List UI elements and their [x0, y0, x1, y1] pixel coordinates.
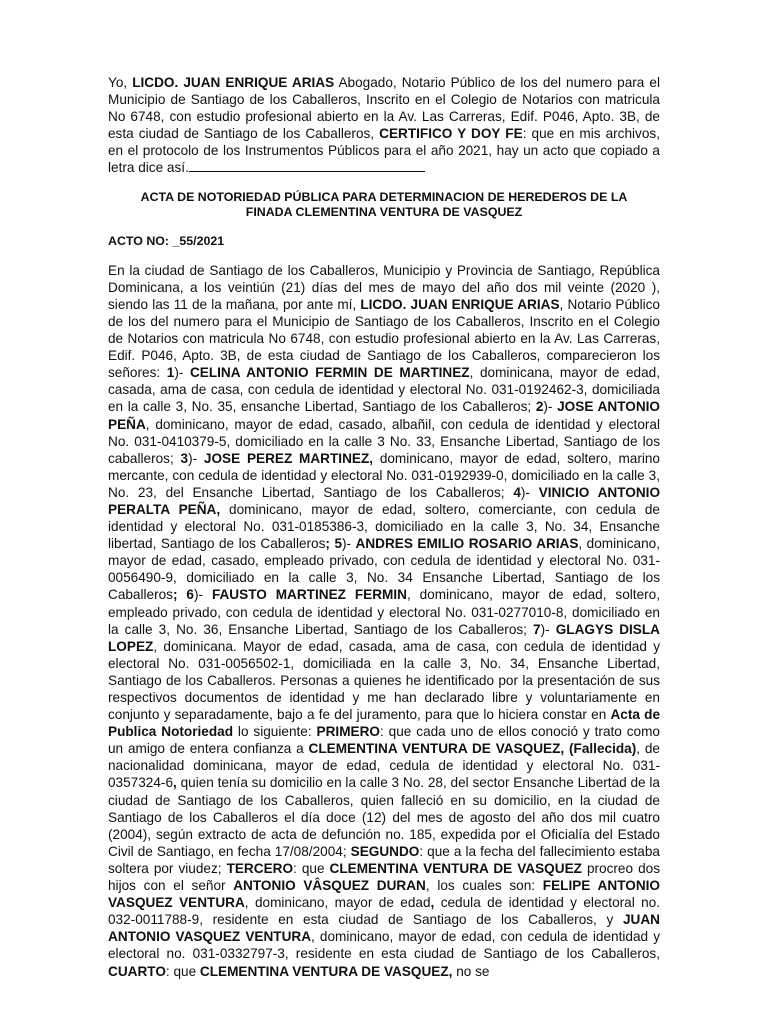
bold-text-run: TERCERO	[226, 860, 294, 876]
bold-text-run: FAUSTO MARTINEZ FERMIN	[211, 587, 407, 603]
text-run: , los cuales son:	[425, 878, 543, 894]
text-run: , dominicano, mayor de edad, casado, empleado privado, con cedula de identidad y electoral No. 031-0056490-9, domiciliado en la calle 3, No. 34 Ensanche Libertad, Santiago de los Caballeros	[108, 536, 660, 603]
bold-text-run: 5	[334, 536, 342, 552]
bold-text-run: 2	[535, 399, 544, 415]
text-run: Abogado, Notario Público de los del numero para el Municipio de Santiago de los Caballeros, Inscrito en el Colegio de Notarios con matricula No 6748, con estudio profesional abierto en la Av. Las Carreras, Edif. P046, Apto. 3B, de esta ciudad de Santiago de los Caballeros,	[108, 75, 660, 142]
bold-text-run: 3	[180, 450, 189, 466]
text-run: , dominicano, mayor de edad	[244, 895, 431, 911]
text-run: : que a la fecha del fallecimiento estaba soltera por viudez;	[108, 843, 660, 876]
text-run: : que cada uno de ellos conoció y trato como un amigo de entera confianza a	[108, 724, 660, 757]
text-run: )-	[174, 365, 190, 381]
text-run: cedula de identidad y electoral no. 032-0011788-9, residente en esta ciudad de Santiago de los Caballeros, y	[108, 895, 661, 928]
bold-text-run: ANTONIO VÂSQUEZ DURAN	[233, 878, 426, 894]
text-run: : que	[165, 963, 200, 979]
text-run: , dominicana. Mayor de edad, casada, ama de casa, con cedula de identidad y electoral No. 031-0056502-1, domiciliada en la calle 3, No. 34, Ensanche Libertad, Santiago de los Caballeros. Personas a quienes he identificado por la presentación de sus respectivos documentos de identidad y me han declarado libre y voluntariamente en conjunto y separadamente, bajo a fe del juramento, para que lo hiciera constar en	[108, 638, 660, 723]
bold-text-run: CLEMENTINA VENTURA DE VASQUEZ, (Fallecida)	[308, 741, 637, 757]
bold-text-run: SEGUNDO	[350, 843, 420, 859]
bold-text-run: CELINA ANTONIO FERMIN DE MARTINEZ	[189, 365, 470, 381]
bold-text-run: CUARTO	[108, 963, 166, 979]
bold-text-run: 7	[533, 621, 541, 637]
text-run: , de nacionalidad dominicana, mayor de edad, cedula de identidad y electoral No. 031-0357324-6	[108, 741, 660, 791]
bold-text-run: PRIMERO	[316, 724, 380, 740]
text-run: )-	[342, 536, 356, 552]
text-run: : que	[293, 860, 330, 876]
bold-text-run: ;	[172, 587, 178, 603]
text-run: dominicano, mayor de edad, soltero, comerciante, con cedula de identidad y electoral No. 031-0185386-3, domiciliado en la calle 3, No. 34, Ensanche libertad, Santiago de los Caballeros	[108, 501, 660, 552]
bold-text-run: 1	[166, 365, 175, 381]
bold-text-run: Acta de Publica Notoriedad	[108, 707, 661, 740]
act-body-paragraph	[108, 262, 660, 980]
text-run: no se	[452, 963, 490, 979]
act-number: ACTO NO: _55/2021	[108, 233, 225, 248]
bold-text-run: ,	[430, 895, 435, 911]
bold-text-run: GLAGYS DISLA LOPEZ	[108, 621, 660, 654]
text-run: : que en mis archivos, en el protocolo de los Instrumentos Públicos para el año 2021, hay un acto que copiado a letra dice así.	[108, 126, 660, 176]
text-run: )-	[540, 621, 556, 637]
bold-text-run: CLEMENTINA VENTURA DE VASQUEZ,	[199, 963, 453, 979]
bold-text-run: JUAN ANTONIO VASQUEZ VENTURA	[108, 912, 660, 945]
document-title	[108, 190, 660, 220]
text-run: procreo dos hijos con el señor	[108, 860, 660, 894]
text-run: lo siguiente:	[233, 724, 317, 740]
text-run: )-	[188, 450, 204, 466]
text-run: En la ciudad de Santiago de los Caballeros, Municipio y Provincia de Santiago, República Dominicana, a los veintiún (21) días del mes de mayo del año dos mil veinte (2020 ), siendo las 11 de la mañana, por ante mí,	[108, 262, 660, 312]
fill-in-underline	[189, 159, 425, 172]
bold-text-run: LICDO. JUAN ENRIQUE ARIAS	[132, 75, 335, 90]
text-run: , dominicano, mayor de edad, soltero, empleado privado, con cedula de identidad y electoral No. 031-0277010-8, domiciliado en la calle 3, No. 36, Ensanche Libertad, Santiago de los Caballeros;	[108, 587, 660, 637]
text-run: )-	[520, 484, 539, 500]
text-run: quien tenía su domicilio en la calle 3 No. 28, del sector Ensanche Libertad de la ciudad de Santiago de los Caballeros, quien falleció en su domicilio, en la ciudad de Santiago de los Caballeros el día doce (12) del mes de agosto del año dos mil cuatro (2004), según extracto de acta de defunción no. 185, expedida por el Oficialía del Estado Civil de Santiago, en fecha 17/08/2004;	[108, 775, 660, 859]
bold-text-run: 6	[186, 587, 194, 603]
text-run: )-	[543, 399, 558, 415]
bold-text-run: JOSE ANTONIO PEÑA	[108, 399, 660, 432]
text-run: Yo,	[108, 75, 133, 90]
bold-text-run: LICDO. JUAN ENRIQUE ARIAS	[360, 296, 560, 312]
bold-text-run: FELIPE ANTONIO VASQUEZ VENTURA	[108, 878, 660, 911]
text-run: )-	[193, 587, 212, 603]
title-line-2: FINADA CLEMENTINA VENTURA DE VASQUEZ	[245, 204, 523, 219]
text-run: , dominicana, mayor de edad, casada, ama de casa, con cedula de identidad y electoral No. 031-0192462-3, domiciliada en la calle 3, No. 35, ensanche Libertad, Santiago de los Caballeros;	[108, 365, 660, 415]
text-run: , dominicano, mayor de edad, casado, albañil, con cedula de identidad y electoral No. 031-0410379-5, domiciliado en la calle 3 No. 33, Ensanche Libertad, Santiago de los caballeros;	[108, 416, 660, 466]
bold-text-run: ANDRES EMILIO ROSARIO ARIAS	[355, 536, 579, 552]
bold-text-run: 4	[513, 484, 521, 500]
title-line-1: ACTA DE NOTORIEDAD PÚBLICA PARA DETERMINACION DE HEREDEROS DE LA	[140, 189, 628, 204]
text-run: , Notario Público de los del numero para el Municipio de Santiago de los Caballeros, Inscrito en el Colegio de Notarios con matricula No 6748, con estudio profesional abierto en la Av. Las Carreras, Edif. P046, Apto. 3B, de esta ciudad de Santiago de los Caballeros, comparecieron los señores:	[108, 296, 660, 381]
bold-text-run: ,	[173, 775, 177, 791]
bold-text-run: VINICIO ANTONIO PERALTA PEÑA,	[108, 484, 661, 517]
bold-text-run: ;	[325, 536, 330, 552]
bold-text-run: CLEMENTINA VENTURA DE VASQUEZ	[329, 860, 582, 876]
text-run: dominicano, mayor de edad, soltero, marino mercante, con cedula de identidad y electoral No. 031-0192939-0, domiciliado en la calle 3, No. 23, del Ensanche Libertad, Santiago de los Caballeros;	[108, 450, 660, 500]
intro-paragraph	[108, 74, 660, 177]
text-run: , dominicano, mayor de edad, con cedula de identidad y electoral no. 031-0332797-3, residente en esta ciudad de Santiago de los Caballeros,	[108, 929, 660, 962]
bold-text-run: CERTIFICO Y DOY FE	[379, 126, 523, 142]
bold-text-run: JOSE PEREZ MARTINEZ,	[203, 450, 374, 466]
